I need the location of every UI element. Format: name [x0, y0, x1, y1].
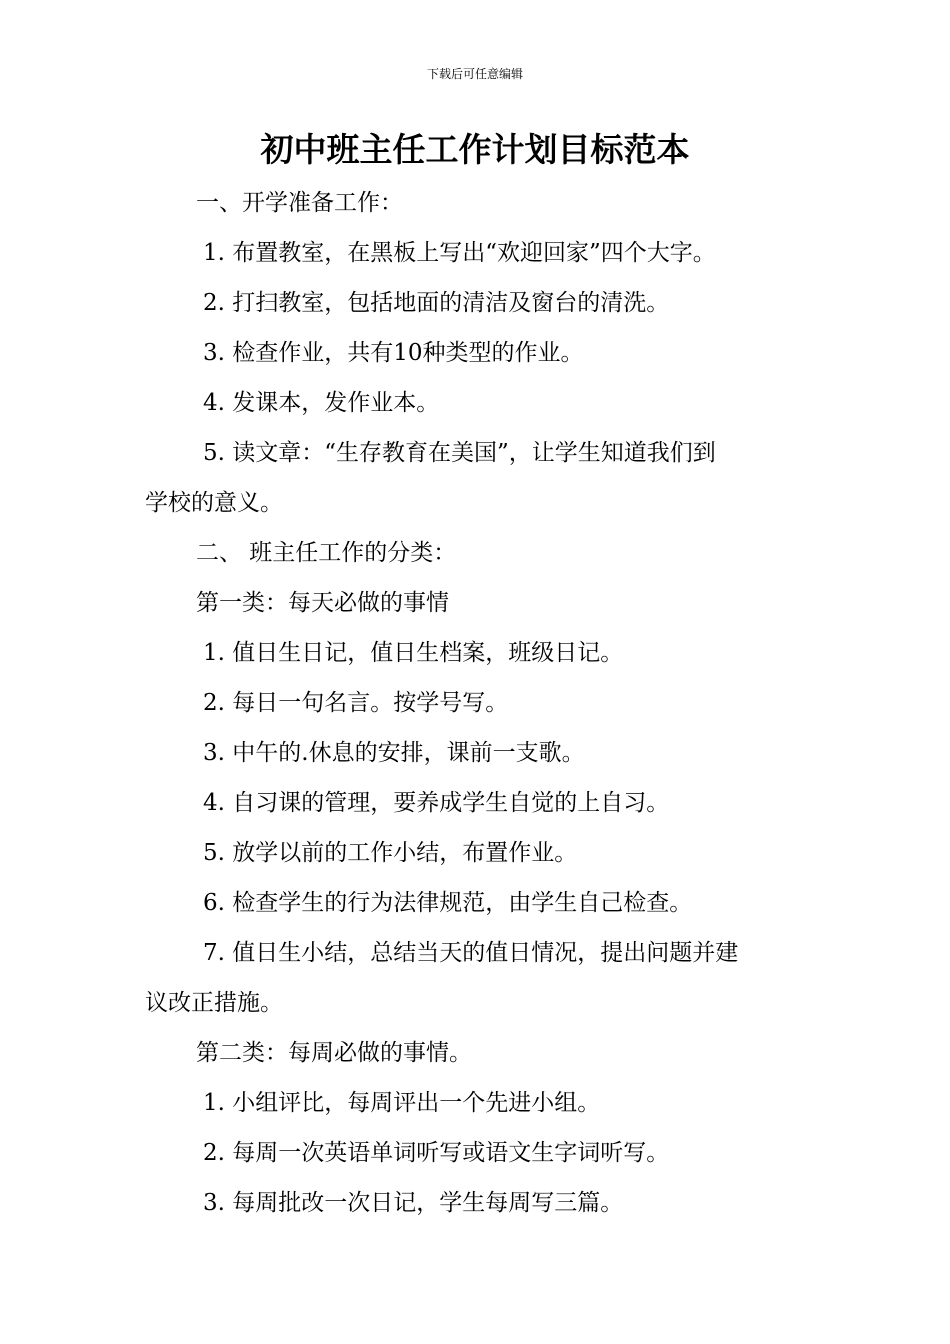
list-item-continuation: 学校的意义。	[145, 490, 283, 516]
subsection-heading: 第二类：每周必做的事情。	[196, 1040, 472, 1066]
list-item: 1. 小组评比，每周评出一个先进小组。	[203, 1090, 601, 1116]
list-item: 6. 检查学生的行为法律规范，由学生自己检查。	[203, 890, 693, 916]
list-item: 3. 中午的.休息的安排，课前一支歌。	[203, 740, 585, 766]
section-heading: 一、开学准备工作：	[196, 190, 403, 216]
list-item: 5. 放学以前的工作小结，布置作业。	[203, 840, 578, 866]
list-item: 1. 值日生日记，值日生档案，班级日记。	[203, 640, 624, 666]
list-item: 3. 每周批改一次日记，学生每周写三篇。	[203, 1190, 624, 1216]
list-item-continuation: 议改正措施。	[145, 990, 283, 1016]
list-item: 2. 每周一次英语单词听写或语文生字词听写。	[203, 1140, 670, 1166]
list-item: 7. 值日生小结，总结当天的值日情况，提出问题并建	[203, 940, 739, 966]
list-item: 4. 自习课的管理，要养成学生自觉的上自习。	[203, 790, 670, 816]
list-item: 1. 布置教室，在黑板上写出“欢迎回家”四个大字。	[203, 240, 716, 266]
list-item: 4. 发课本，发作业本。	[203, 390, 440, 416]
document-body	[145, 178, 810, 1228]
list-item: 5. 读文章：“生存教育在美国”，让学生知道我们到	[203, 440, 716, 466]
list-item: 2. 每日一句名言。按学号写。	[203, 690, 509, 716]
subsection-heading: 第一类：每天必做的事情	[196, 590, 449, 616]
header-note: 下载后可任意编辑	[426, 67, 523, 81]
list-item: 3. 检查作业，共有10种类型的作业。	[203, 340, 584, 366]
document-title: 初中班主任工作计划目标范本	[260, 130, 690, 169]
section-heading: 二、 班主任工作的分类：	[196, 540, 457, 566]
list-item: 2. 打扫教室，包括地面的清洁及窗台的清洗。	[203, 290, 670, 316]
